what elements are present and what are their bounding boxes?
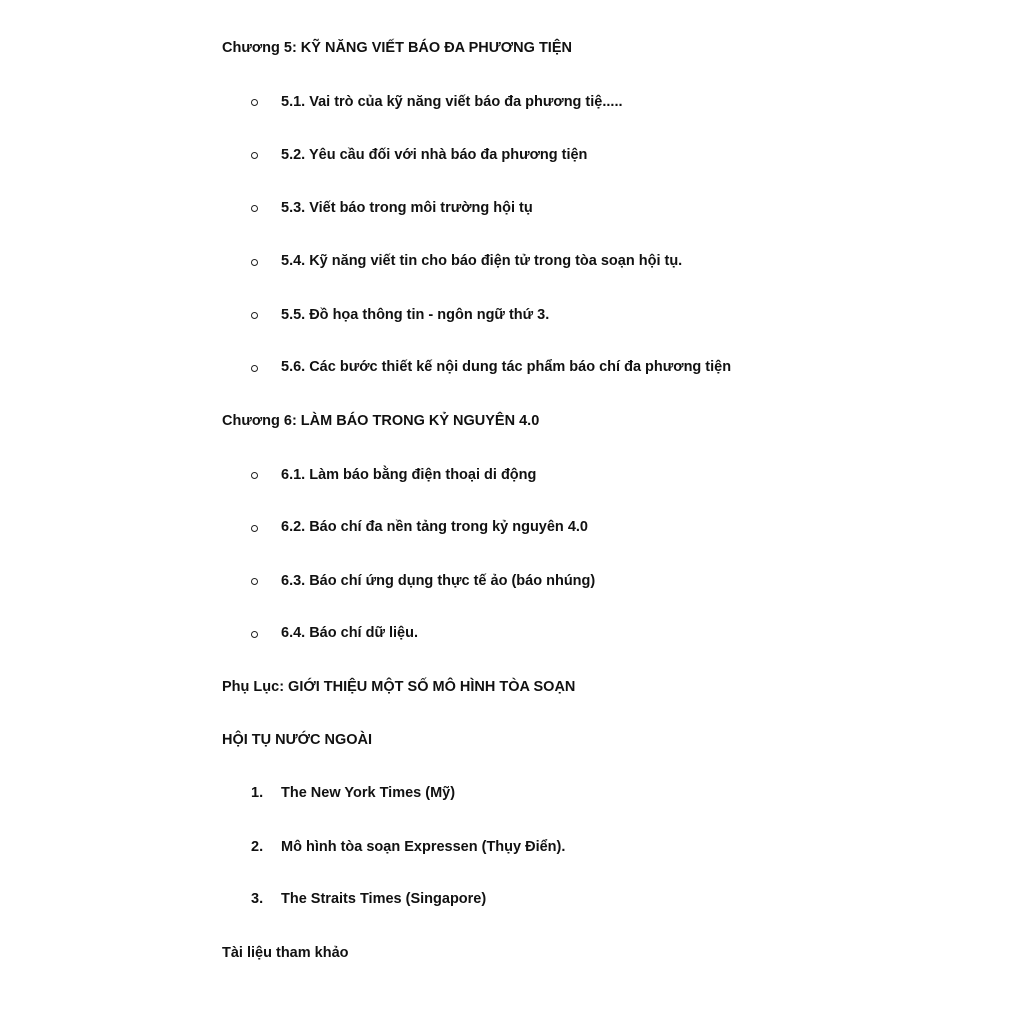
appendix-title-continued: HỘI TỤ NƯỚC NGOÀI	[222, 732, 373, 748]
list-item: 5.5. Đồ họa thông tin - ngôn ngữ thứ 3.	[281, 307, 550, 323]
chapter-6-title: Chương 6: LÀM BÁO TRONG KỶ NGUYÊN 4.0	[222, 413, 540, 429]
list-item: 6.3. Báo chí ứng dụng thực tế ảo (báo nhúng)	[281, 573, 596, 589]
list-item: 6.2. Báo chí đa nền tảng trong kỷ nguyên 4.0	[281, 519, 588, 535]
list-item: Mô hình tòa soạn Expressen (Thụy Điển).	[281, 839, 566, 855]
list-item: 5.1. Vai trò của kỹ năng viết báo đa phương tiệ.....	[281, 94, 623, 110]
bullet-icon	[251, 259, 258, 266]
list-item: 5.4. Kỹ năng viết tin cho báo điện tử trong tòa soạn hội tụ.	[281, 253, 683, 269]
list-number: 1.	[251, 785, 264, 801]
bullet-icon	[251, 99, 258, 106]
bullet-icon	[251, 152, 258, 159]
bullet-icon	[251, 205, 258, 212]
list-number: 3.	[251, 891, 264, 907]
list-item: 5.3. Viết báo trong môi trường hội tụ	[281, 200, 533, 216]
bullet-icon	[251, 578, 258, 585]
list-item: The Straits Times (Singapore)	[281, 891, 487, 907]
list-item: 5.2. Yêu cầu đối với nhà báo đa phương tiện	[281, 147, 588, 163]
chapter-5-title: Chương 5: KỸ NĂNG VIẾT BÁO ĐA PHƯƠNG TIỆN	[222, 40, 572, 56]
appendix-title: Phụ Lục: GIỚI THIỆU MỘT SỐ MÔ HÌNH TÒA SOẠN	[222, 679, 576, 695]
references-title: Tài liệu tham khảo	[222, 945, 349, 961]
bullet-icon	[251, 525, 258, 532]
list-number: 2.	[251, 839, 264, 855]
list-item: 6.1. Làm báo bằng điện thoại di động	[281, 467, 537, 483]
list-item: 5.6. Các bước thiết kế nội dung tác phẩm báo chí đa phương tiện	[281, 359, 732, 375]
bullet-icon	[251, 312, 258, 319]
list-item: The New York Times (Mỹ)	[281, 785, 456, 801]
bullet-icon	[251, 365, 258, 372]
bullet-icon	[251, 472, 258, 479]
bullet-icon	[251, 631, 258, 638]
list-item: 6.4. Báo chí dữ liệu.	[281, 625, 419, 641]
